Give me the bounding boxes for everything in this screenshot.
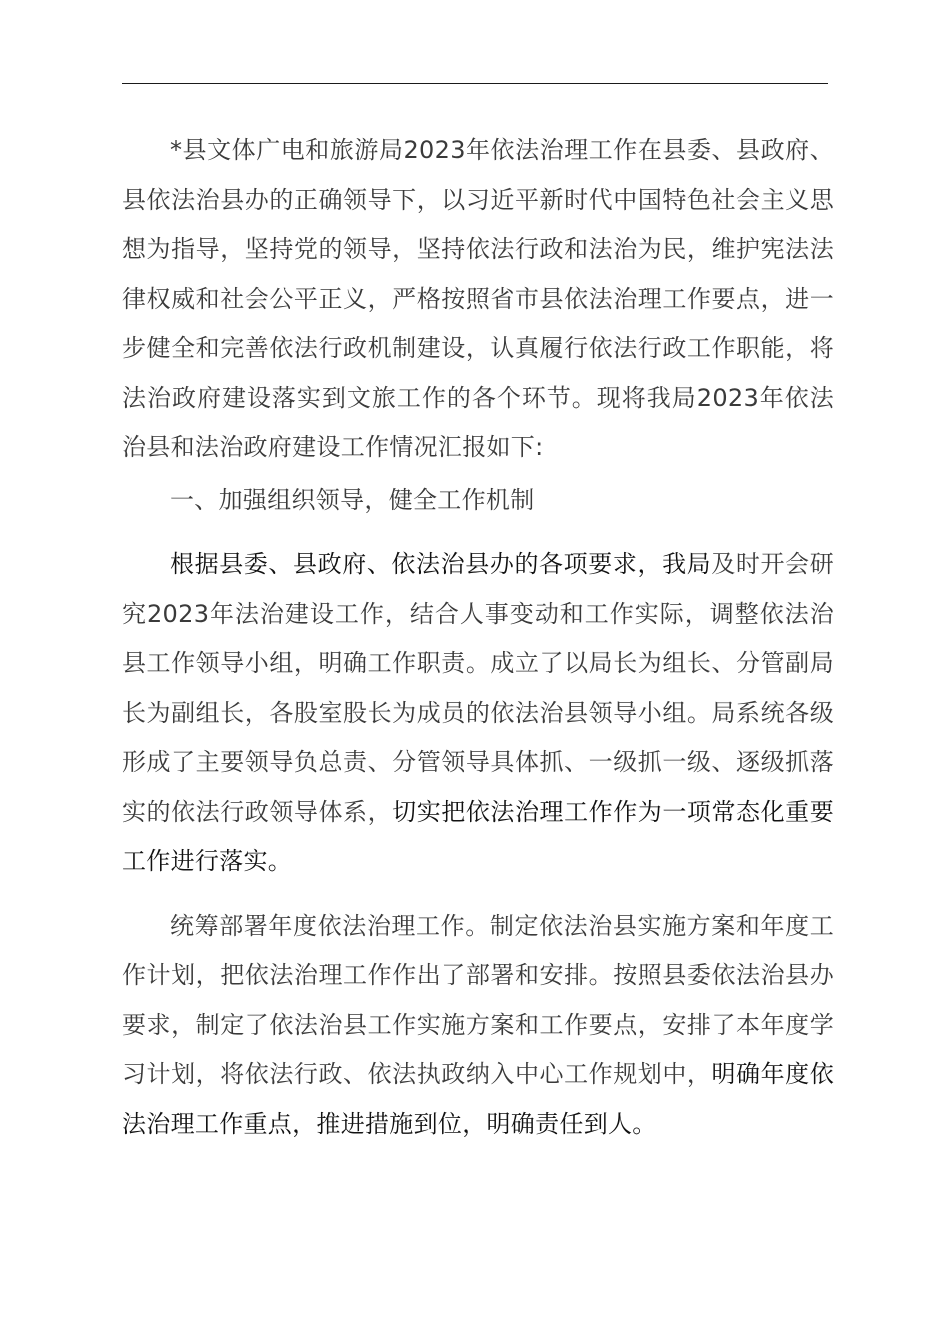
paragraph-2 bbox=[122, 540, 834, 887]
section-1-heading bbox=[122, 476, 834, 526]
paragraph-3 bbox=[122, 902, 834, 1150]
paragraph-2-lead: 根据县委、县政府、依法治县办的各项要求，我局 bbox=[170, 550, 712, 578]
paragraph-2-body: 及时开会研究2023年法治建设工作，结合人事变动和工作实际，调整依法治县工作领导小组，明确工作职责。成立了以局长为组长、分管副局长为副组长，各股室股长为成员的依法治县领导小组。局系统各级形成了主要领导负总责、分管领导具体抓、一级抓一级、逐级抓落实的依法行政领导体系， bbox=[122, 550, 834, 826]
intro-text: *县文体广电和旅游局2023年依法治理工作在县委、县政府、县依法治县办的正确领导下，以习近平新时代中国特色社会主义思想为指导，坚持党的领导，坚持依法行政和法治为民，维护宪法法律权威和社会公平正义，严格按照省市县依法治理工作要点，进一步健全和完善依法行政机制建设，认真履行依法行政工作职能，将法治政府建设落实到文旅工作的各个环节。现将我局2023年依法治县和法治政府建设工作情况汇报如下: bbox=[122, 136, 834, 461]
intro-paragraph bbox=[122, 126, 834, 473]
document-body bbox=[122, 126, 834, 1149]
paragraph-3-lead: 统筹部署年度依法治理工作。 bbox=[170, 911, 490, 940]
paragraph-3-body: 制定依法治县实施方案和年度工作计划，把依法治理工作作出了部署和安排。按照县委依法治县办要求，制定了依法治县工作实施方案和工作要点，安排了本年度学习计划，将依法行政、依法执政纳入中心工作规划中， bbox=[122, 911, 835, 1088]
header-rule bbox=[122, 83, 828, 84]
section-1-heading-text: 一、加强组织领导，健全工作机制 bbox=[170, 485, 535, 514]
paragraph-3-tail: 明确年度依法治理工作重点，推进措施到位，明确责任到人。 bbox=[122, 1060, 834, 1138]
paragraph-2-tail: 切实把依法治理工作作为一项常态化重要工作进行落实。 bbox=[122, 797, 834, 875]
